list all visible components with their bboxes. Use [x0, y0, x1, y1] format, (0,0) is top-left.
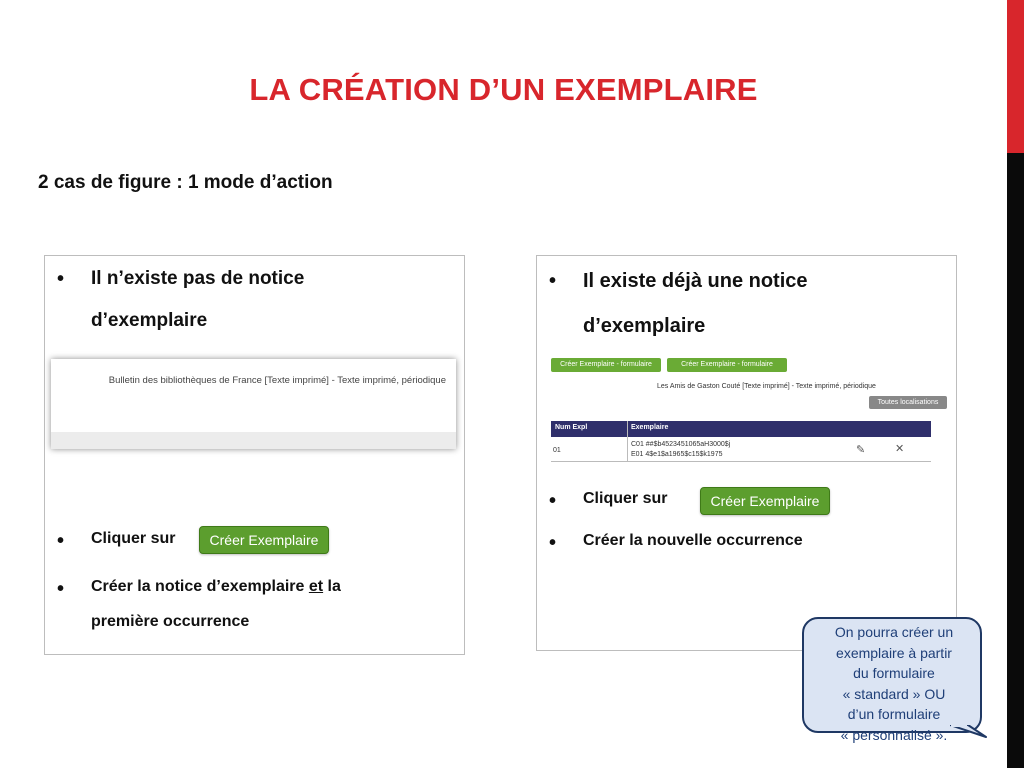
screenshot-footer-bar	[51, 432, 456, 449]
right-bullet-2-text: Cliquer sur	[583, 490, 668, 507]
items-table-column-divider	[627, 421, 628, 461]
edit-pencil-icon[interactable]: ✎	[856, 444, 866, 456]
create-item-standard-form-button[interactable]: Créer Exemplaire - formulaire standard	[551, 358, 661, 372]
left-bullet-3-text	[91, 578, 341, 596]
callout-tail	[950, 725, 988, 739]
callout-body	[802, 617, 982, 743]
bullet-icon: •	[57, 268, 65, 290]
bullet-icon: •	[549, 270, 557, 292]
callout-line: « standard » OU	[842, 685, 946, 702]
left-bullet-1-line-2: d’exemplaire	[91, 310, 208, 331]
create-item-button-left[interactable]: Créer Exemplaire	[199, 526, 329, 554]
speech-bubble-callout	[802, 617, 988, 743]
left-bullet-2-text: Cliquer sur	[91, 530, 176, 547]
record-title-text: Bulletin des bibliothèques de France [Texte imprimé] - Texte imprimé, périodique	[108, 375, 446, 386]
callout-line: d’un formulaire	[847, 706, 941, 722]
col-header-num-expl: Num Expl	[555, 424, 588, 431]
slide-accent-bar-red	[1007, 0, 1024, 153]
right-bullet-3-text: Créer la nouvelle occurrence	[583, 532, 803, 549]
left-bullet-3-underlined: et	[308, 578, 324, 595]
callout-line: « personnalisé ».	[840, 726, 948, 743]
right-bullet-1-line-1: Il existe déjà une notice	[583, 270, 808, 292]
record-title-text: Les Amis de Gaston Couté [Texte imprimé] - Texte imprimé, périodique	[657, 383, 876, 390]
callout-line: du formulaire	[853, 665, 935, 681]
slide-subtitle: 2 cas de figure : 1 mode d’action	[38, 172, 333, 193]
bullet-icon: •	[57, 530, 65, 552]
right-bullet-1-line-2: d’exemplaire	[583, 315, 706, 337]
left-bullet-1-line-1: Il n’existe pas de notice	[91, 268, 305, 289]
item-data-line-1: C01 ##$b4523451065aH3000$j	[631, 441, 731, 448]
left-bullet-3-part-1: Créer la notice d’exemplaire	[91, 578, 309, 595]
all-sudoc-locations-button[interactable]: Toutes localisations Sudoc	[869, 396, 947, 409]
screenshot-record-without-item	[51, 359, 456, 449]
left-bullet-3-part-2: la	[323, 578, 341, 595]
left-bullet-3-line-2: première occurrence	[91, 613, 250, 630]
items-table-bottom-border	[551, 461, 931, 462]
right-case-panel	[536, 255, 957, 651]
callout-line: On pourra créer un	[834, 624, 954, 640]
col-header-exemplaire: Exemplaire	[631, 424, 669, 431]
delete-x-icon[interactable]: ✕	[895, 443, 905, 455]
bullet-icon: •	[549, 532, 557, 554]
bullet-icon: •	[549, 490, 557, 512]
item-number: 01	[553, 447, 561, 454]
item-data-line-2: E01 4$e1$a1965$c15$k1975	[631, 451, 723, 458]
left-case-panel	[44, 255, 465, 655]
slide-accent-bar-black	[1007, 153, 1024, 768]
slide-title: LA CRÉATION D’UN EXEMPLAIRE	[249, 72, 758, 107]
callout-line: exemplaire à partir	[836, 644, 952, 661]
create-item-custom-form-button[interactable]: Créer Exemplaire - formulaire personnalisé	[667, 358, 787, 372]
items-table-header	[551, 421, 931, 437]
bullet-icon: •	[57, 578, 65, 600]
create-item-button-right[interactable]: Créer Exemplaire	[700, 487, 830, 515]
